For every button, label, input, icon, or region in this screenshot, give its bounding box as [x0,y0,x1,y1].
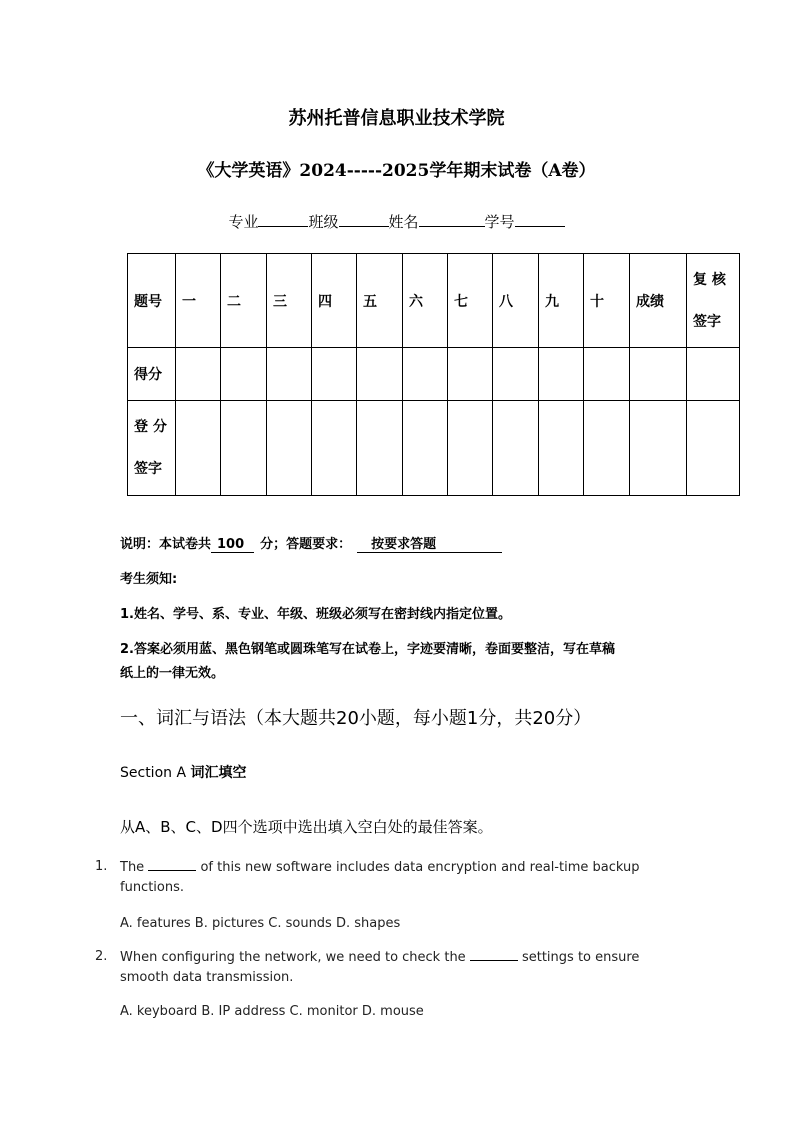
column-header: 一 [176,254,221,348]
signature-cell[interactable] [267,401,312,496]
question-text-after: of this new software includes data encryption and real-time backup [200,860,640,875]
exam-description [120,533,502,553]
signature-cell[interactable] [221,401,267,496]
signature-cell[interactable] [357,401,403,496]
column-header: 七 [448,254,493,348]
column-header: 三 [267,254,312,348]
notice-title: 考生须知: [120,572,178,587]
score-cell[interactable] [493,348,539,401]
question-number: 1. [95,859,108,874]
student-id-label: 学号 [484,213,515,231]
notice-rule-2-line-1: 2.答案必须用蓝、黑色钢笔或圆珠笔写在试卷上，字迹要清晰，卷面要整洁，写在草稿 [120,642,615,657]
question-number-header: 题号 [128,254,176,348]
score-cell[interactable] [176,348,221,401]
question-text-line2: smooth data transmission. [120,970,294,985]
signature-cell[interactable] [448,401,493,496]
subsection-prefix: Section A [120,765,187,781]
name-blank[interactable] [419,211,485,227]
student-id-blank[interactable] [515,211,565,227]
signature-label-line: 登 分 [134,419,167,435]
major-label: 专业 [228,213,259,231]
description-prefix: 说明：本试卷共 [120,537,212,552]
signature-label-line: 签字 [134,461,162,477]
score-cell[interactable] [539,348,584,401]
column-header: 九 [539,254,584,348]
question-options: A. features B. pictures C. sounds D. shapes [120,916,401,931]
score-cell[interactable] [357,348,403,401]
score-cell[interactable] [630,348,687,401]
question-text [120,858,650,898]
signature-row-label [128,401,176,496]
name-label: 姓名 [388,213,419,231]
section-title: 一、词汇与语法（本大题共20小题，每小题1分，共20分） [120,708,592,729]
major-blank[interactable] [258,211,308,227]
signature-cell[interactable] [403,401,448,496]
answer-blank[interactable] [470,948,518,961]
score-table-header-row [128,254,740,348]
question-text-before: When configuring the network, we need to check the [120,950,466,965]
section-instruction: 从A、B、C、D四个选项中选出填入空白处的最佳答案。 [120,818,493,836]
notice-rule-1: 1.姓名、学号、系、专业、年级、班级必须写在密封线内指定位置。 [120,607,511,622]
question-text [120,948,650,988]
column-header: 六 [403,254,448,348]
review-signature-header [687,254,740,348]
column-header: 四 [312,254,357,348]
class-blank[interactable] [339,211,389,227]
question-options: A. keyboard B. IP address C. monitor D. mouse [120,1004,424,1019]
signature-cell[interactable] [493,401,539,496]
student-info-line [0,211,793,232]
question-number: 2. [95,949,108,964]
signature-cell[interactable] [630,401,687,496]
score-cell[interactable] [312,348,357,401]
column-header: 八 [493,254,539,348]
score-row [128,348,740,401]
review-label-line: 签字 [693,313,721,330]
total-score-header: 成绩 [630,254,687,348]
notice-rule-2-line-2: 纸上的一律无效。 [120,666,225,681]
answer-blank[interactable] [148,858,196,871]
signature-cell[interactable] [176,401,221,496]
signature-cell[interactable] [539,401,584,496]
class-label: 班级 [308,213,339,231]
signature-row [128,401,740,496]
signature-cell[interactable] [584,401,630,496]
score-table [127,253,740,496]
signature-cell[interactable] [687,401,740,496]
score-cell[interactable] [221,348,267,401]
column-header: 十 [584,254,630,348]
score-cell[interactable] [687,348,740,401]
question-text-before: The [120,860,145,875]
score-cell[interactable] [448,348,493,401]
subsection-name: 词汇填空 [190,765,247,781]
score-row-label: 得分 [128,348,176,401]
column-header: 五 [357,254,403,348]
question-text-after: settings to ensure [521,950,640,965]
score-cell[interactable] [267,348,312,401]
score-cell[interactable] [403,348,448,401]
description-mid: 分；答题要求： [260,537,352,552]
score-cell[interactable] [584,348,630,401]
signature-cell[interactable] [312,401,357,496]
answer-requirement: 按要求答题 [357,533,502,553]
total-score-value: 100 [211,537,254,553]
subsection-title [120,762,247,782]
exam-title: 《大学英语》2024-----2025学年期末试卷（A卷） [197,161,596,181]
column-header: 二 [221,254,267,348]
review-label-line: 复 核 [693,271,726,288]
school-title: 苏州托普信息职业技术学院 [288,108,505,129]
question-text-line2: functions. [120,880,185,895]
